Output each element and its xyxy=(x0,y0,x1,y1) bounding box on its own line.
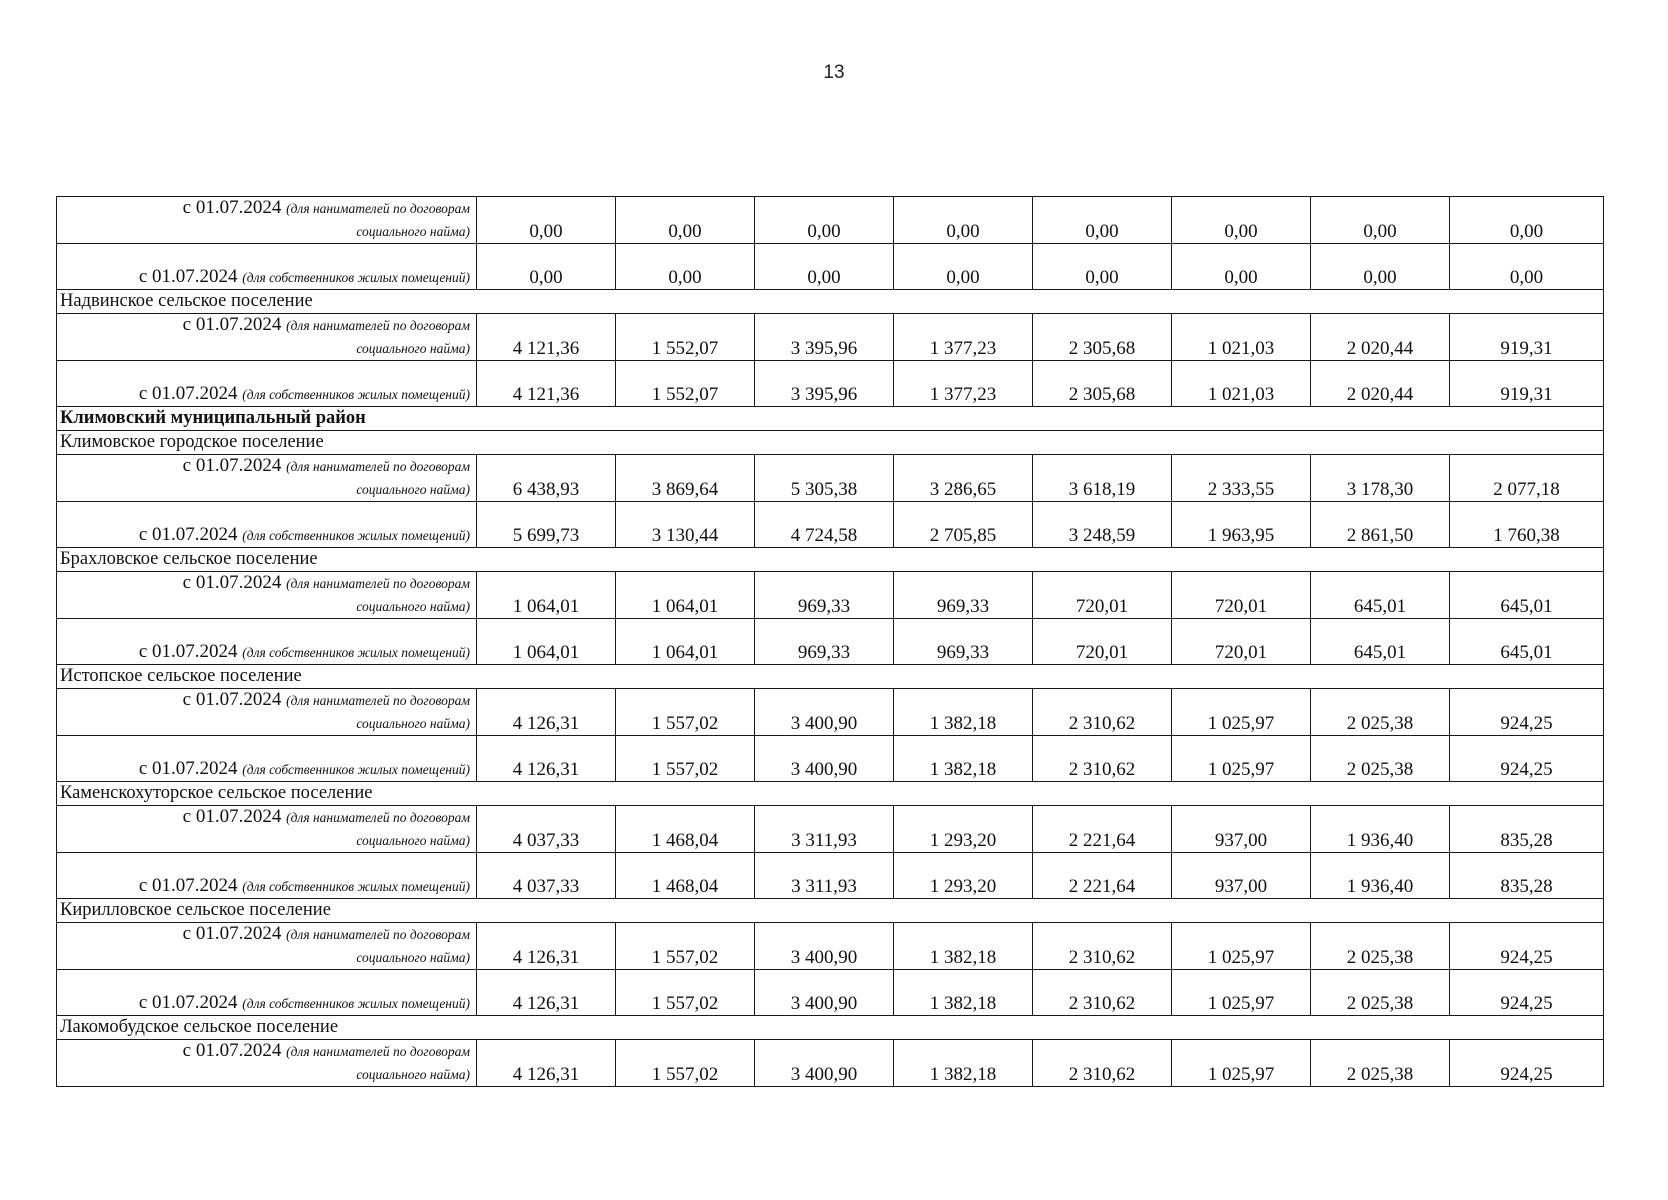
tariff-value-cell: 2 025,38 xyxy=(1311,736,1450,782)
tariff-value-cell: 3 400,90 xyxy=(755,736,894,782)
row-note: (для собственников жилых помещений) xyxy=(242,270,470,285)
tariff-value-cell: 0,00 xyxy=(1172,244,1311,290)
tenants-tariff-row xyxy=(57,1040,1604,1087)
owners-tariff-row xyxy=(57,853,1604,899)
tariff-value-cell: 1 293,20 xyxy=(894,806,1033,853)
tariff-value-cell: 1 557,02 xyxy=(616,1040,755,1087)
tariff-value-cell: 0,00 xyxy=(894,197,1033,244)
row-note: (для нанимателей по договорам xyxy=(286,927,470,942)
row-label xyxy=(57,806,477,853)
row-date: с 01.07.2024 xyxy=(138,641,238,662)
settlement-name: Кирилловское сельское поселение xyxy=(57,899,1604,923)
tenants-tariff-row xyxy=(57,314,1604,361)
row-label xyxy=(57,502,477,548)
tariff-value-cell: 3 311,93 xyxy=(755,806,894,853)
tariff-value-cell: 1 025,97 xyxy=(1172,689,1311,736)
tariff-value-cell: 1 557,02 xyxy=(616,923,755,970)
tariff-value-cell: 0,00 xyxy=(1172,197,1311,244)
tariff-value-cell: 3 286,65 xyxy=(894,455,1033,502)
tenants-tariff-row xyxy=(57,923,1604,970)
tariff-value-cell: 4 121,36 xyxy=(477,314,616,361)
tariff-value-cell: 2 310,62 xyxy=(1033,923,1172,970)
row-label xyxy=(57,244,477,290)
tariff-value-cell: 919,31 xyxy=(1450,314,1604,361)
row-note: (для собственников жилых помещений) xyxy=(242,996,470,1011)
tariff-value-cell: 0,00 xyxy=(1311,244,1450,290)
owners-tariff-row xyxy=(57,244,1604,290)
tariff-value-cell: 835,28 xyxy=(1450,806,1604,853)
district-name: Климовский муниципальный район xyxy=(57,407,1604,431)
row-date: с 01.07.2024 xyxy=(182,1040,282,1061)
tariff-value-cell: 1 760,38 xyxy=(1450,502,1604,548)
tariff-value-cell: 3 400,90 xyxy=(755,970,894,1016)
tariff-value-cell: 1 021,03 xyxy=(1172,314,1311,361)
tariff-value-cell: 2 025,38 xyxy=(1311,923,1450,970)
tariff-value-cell: 2 020,44 xyxy=(1311,361,1450,407)
tariff-value-cell: 1 963,95 xyxy=(1172,502,1311,548)
settlement-header-row xyxy=(57,548,1604,572)
tariff-value-cell: 720,01 xyxy=(1172,572,1311,619)
row-note: (для нанимателей по договорам xyxy=(286,810,470,825)
tariff-value-cell: 924,25 xyxy=(1450,970,1604,1016)
row-note: (для собственников жилых помещений) xyxy=(242,387,470,402)
tariff-value-cell: 2 221,64 xyxy=(1033,853,1172,899)
tariff-value-cell: 0,00 xyxy=(894,244,1033,290)
row-date: с 01.07.2024 xyxy=(138,758,238,779)
tariff-value-cell: 1 025,97 xyxy=(1172,970,1311,1016)
row-note: (для собственников жилых помещений) xyxy=(242,762,470,777)
tariff-value-cell: 1 936,40 xyxy=(1311,853,1450,899)
tariff-value-cell: 3 130,44 xyxy=(616,502,755,548)
tariff-value-cell: 1 382,18 xyxy=(894,970,1033,1016)
tariff-value-cell: 1 293,20 xyxy=(894,853,1033,899)
row-note: социального найма) xyxy=(356,833,470,848)
row-date: с 01.07.2024 xyxy=(182,806,282,827)
tariff-value-cell: 0,00 xyxy=(1033,197,1172,244)
tariff-value-cell: 2 020,44 xyxy=(1311,314,1450,361)
settlement-name: Надвинское сельское поселение xyxy=(57,290,1604,314)
tariff-value-cell: 645,01 xyxy=(1311,619,1450,665)
tariff-value-cell: 0,00 xyxy=(755,197,894,244)
settlement-name: Лакомобудское сельское поселение xyxy=(57,1016,1604,1040)
tariff-value-cell: 2 025,38 xyxy=(1311,970,1450,1016)
row-label xyxy=(57,689,477,736)
tariff-value-cell: 0,00 xyxy=(1033,244,1172,290)
settlement-name: Климовское городское поселение xyxy=(57,431,1604,455)
row-date: с 01.07.2024 xyxy=(182,689,282,710)
row-label xyxy=(57,197,477,244)
row-note: (для нанимателей по договорам xyxy=(286,576,470,591)
row-note: социального найма) xyxy=(356,716,470,731)
tariff-value-cell: 1 382,18 xyxy=(894,736,1033,782)
settlement-header-row xyxy=(57,782,1604,806)
tariff-value-cell: 1 021,03 xyxy=(1172,361,1311,407)
row-date: с 01.07.2024 xyxy=(138,992,238,1013)
row-note: (для собственников жилых помещений) xyxy=(242,645,470,660)
tariff-value-cell: 2 305,68 xyxy=(1033,361,1172,407)
tariff-value-cell: 0,00 xyxy=(477,244,616,290)
settlement-name: Брахловское сельское поселение xyxy=(57,548,1604,572)
tariff-value-cell: 1 468,04 xyxy=(616,853,755,899)
tariff-value-cell: 2 310,62 xyxy=(1033,1040,1172,1087)
tariff-value-cell: 4 037,33 xyxy=(477,853,616,899)
row-note: (для собственников жилых помещений) xyxy=(242,528,470,543)
tariff-value-cell: 0,00 xyxy=(616,244,755,290)
tariff-value-cell: 3 400,90 xyxy=(755,689,894,736)
tariff-value-cell: 937,00 xyxy=(1172,853,1311,899)
row-note: социального найма) xyxy=(356,224,470,239)
district-header-row xyxy=(57,407,1604,431)
tariff-value-cell: 1 382,18 xyxy=(894,923,1033,970)
tariff-value-cell: 924,25 xyxy=(1450,1040,1604,1087)
row-date: с 01.07.2024 xyxy=(138,524,238,545)
tariff-value-cell: 919,31 xyxy=(1450,361,1604,407)
tariff-value-cell: 1 377,23 xyxy=(894,361,1033,407)
row-label xyxy=(57,923,477,970)
tariff-value-cell: 3 248,59 xyxy=(1033,502,1172,548)
tariff-value-cell: 3 395,96 xyxy=(755,361,894,407)
tariff-value-cell: 969,33 xyxy=(894,572,1033,619)
tariff-value-cell: 3 618,19 xyxy=(1033,455,1172,502)
tariff-value-cell: 2 310,62 xyxy=(1033,736,1172,782)
tariff-value-cell: 2 077,18 xyxy=(1450,455,1604,502)
page-number: 13 xyxy=(823,62,845,83)
tariff-value-cell: 1 557,02 xyxy=(616,736,755,782)
settlement-header-row xyxy=(57,899,1604,923)
tariff-value-cell: 937,00 xyxy=(1172,806,1311,853)
row-note: социального найма) xyxy=(356,1067,470,1082)
tariff-value-cell: 2 025,38 xyxy=(1311,1040,1450,1087)
tariff-value-cell: 3 400,90 xyxy=(755,923,894,970)
row-date: с 01.07.2024 xyxy=(182,314,282,335)
row-date: с 01.07.2024 xyxy=(182,923,282,944)
tariff-value-cell: 645,01 xyxy=(1450,572,1604,619)
tariff-value-cell: 0,00 xyxy=(1311,197,1450,244)
row-date: с 01.07.2024 xyxy=(138,875,238,896)
tariff-value-cell: 4 126,31 xyxy=(477,1040,616,1087)
tariff-value-cell: 4 126,31 xyxy=(477,923,616,970)
row-note: (для нанимателей по договорам xyxy=(286,693,470,708)
row-label xyxy=(57,361,477,407)
tenants-tariff-row xyxy=(57,455,1604,502)
owners-tariff-row xyxy=(57,619,1604,665)
settlement-header-row xyxy=(57,665,1604,689)
row-note: (для собственников жилых помещений) xyxy=(242,879,470,894)
tariff-value-cell: 720,01 xyxy=(1172,619,1311,665)
tariff-value-cell: 645,01 xyxy=(1311,572,1450,619)
tariff-value-cell: 3 311,93 xyxy=(755,853,894,899)
row-note: социального найма) xyxy=(356,950,470,965)
tariff-value-cell: 1 064,01 xyxy=(616,619,755,665)
tariff-value-cell: 720,01 xyxy=(1033,619,1172,665)
tariff-value-cell: 969,33 xyxy=(755,619,894,665)
row-date: с 01.07.2024 xyxy=(182,572,282,593)
tariff-value-cell: 2 333,55 xyxy=(1172,455,1311,502)
row-note: социального найма) xyxy=(356,599,470,614)
row-date: с 01.07.2024 xyxy=(138,383,238,404)
tariff-value-cell: 1 025,97 xyxy=(1172,1040,1311,1087)
settlement-header-row xyxy=(57,290,1604,314)
tariff-value-cell: 2 305,68 xyxy=(1033,314,1172,361)
tariff-value-cell: 4 126,31 xyxy=(477,736,616,782)
tariff-value-cell: 1 064,01 xyxy=(477,619,616,665)
tariff-value-cell: 1 557,02 xyxy=(616,689,755,736)
tariff-value-cell: 5 699,73 xyxy=(477,502,616,548)
tariff-table xyxy=(56,196,1604,1087)
row-date: с 01.07.2024 xyxy=(138,266,238,287)
row-date: с 01.07.2024 xyxy=(182,197,282,218)
row-note: социального найма) xyxy=(356,341,470,356)
tariff-value-cell: 0,00 xyxy=(616,197,755,244)
tariff-value-cell: 645,01 xyxy=(1450,619,1604,665)
tariff-value-cell: 3 395,96 xyxy=(755,314,894,361)
tariff-value-cell: 2 025,38 xyxy=(1311,689,1450,736)
owners-tariff-row xyxy=(57,361,1604,407)
tariff-value-cell: 2 221,64 xyxy=(1033,806,1172,853)
tariff-value-cell: 2 310,62 xyxy=(1033,970,1172,1016)
tariff-value-cell: 720,01 xyxy=(1033,572,1172,619)
tariff-value-cell: 5 305,38 xyxy=(755,455,894,502)
tariff-value-cell: 3 869,64 xyxy=(616,455,755,502)
row-label xyxy=(57,455,477,502)
tariff-value-cell: 0,00 xyxy=(1450,197,1604,244)
tariff-value-cell: 1 936,40 xyxy=(1311,806,1450,853)
owners-tariff-row xyxy=(57,502,1604,548)
tariff-value-cell: 3 178,30 xyxy=(1311,455,1450,502)
tariff-value-cell: 4 126,31 xyxy=(477,689,616,736)
tariff-value-cell: 1 064,01 xyxy=(477,572,616,619)
row-label xyxy=(57,572,477,619)
tariff-value-cell: 0,00 xyxy=(477,197,616,244)
tenants-tariff-row xyxy=(57,197,1604,244)
tariff-value-cell: 4 724,58 xyxy=(755,502,894,548)
tariff-value-cell: 969,33 xyxy=(894,619,1033,665)
tariff-value-cell: 1 382,18 xyxy=(894,1040,1033,1087)
tariff-value-cell: 1 557,02 xyxy=(616,970,755,1016)
owners-tariff-row xyxy=(57,736,1604,782)
row-label xyxy=(57,1040,477,1087)
tariff-value-cell: 1 025,97 xyxy=(1172,923,1311,970)
tariff-value-cell: 2 861,50 xyxy=(1311,502,1450,548)
tariff-value-cell: 4 121,36 xyxy=(477,361,616,407)
row-note: социального найма) xyxy=(356,482,470,497)
tenants-tariff-row xyxy=(57,689,1604,736)
tariff-value-cell: 3 400,90 xyxy=(755,1040,894,1087)
row-label xyxy=(57,970,477,1016)
tariff-value-cell: 0,00 xyxy=(755,244,894,290)
tariff-table-body xyxy=(57,197,1604,1087)
row-label xyxy=(57,314,477,361)
settlement-name: Истопское сельское поселение xyxy=(57,665,1604,689)
row-label xyxy=(57,619,477,665)
tariff-value-cell: 1 064,01 xyxy=(616,572,755,619)
tariff-value-cell: 4 126,31 xyxy=(477,970,616,1016)
tariff-value-cell: 924,25 xyxy=(1450,923,1604,970)
row-note: (для нанимателей по договорам xyxy=(286,459,470,474)
tariff-value-cell: 2 705,85 xyxy=(894,502,1033,548)
row-note: (для нанимателей по договорам xyxy=(286,1044,470,1059)
owners-tariff-row xyxy=(57,970,1604,1016)
tenants-tariff-row xyxy=(57,572,1604,619)
tariff-value-cell: 2 310,62 xyxy=(1033,689,1172,736)
settlement-header-row xyxy=(57,431,1604,455)
tariff-value-cell: 0,00 xyxy=(1450,244,1604,290)
row-note: (для нанимателей по договорам xyxy=(286,318,470,333)
tariff-value-cell: 1 552,07 xyxy=(616,361,755,407)
tenants-tariff-row xyxy=(57,806,1604,853)
settlement-name: Каменскохуторское сельское поселение xyxy=(57,782,1604,806)
tariff-value-cell: 1 382,18 xyxy=(894,689,1033,736)
tariff-value-cell: 1 552,07 xyxy=(616,314,755,361)
tariff-value-cell: 924,25 xyxy=(1450,689,1604,736)
tariff-value-cell: 1 468,04 xyxy=(616,806,755,853)
row-note: (для нанимателей по договорам xyxy=(286,201,470,216)
row-label xyxy=(57,736,477,782)
tariff-value-cell: 4 037,33 xyxy=(477,806,616,853)
tariff-value-cell: 924,25 xyxy=(1450,736,1604,782)
settlement-header-row xyxy=(57,1016,1604,1040)
tariff-value-cell: 835,28 xyxy=(1450,853,1604,899)
row-date: с 01.07.2024 xyxy=(182,455,282,476)
tariff-value-cell: 1 377,23 xyxy=(894,314,1033,361)
tariff-value-cell: 6 438,93 xyxy=(477,455,616,502)
tariff-value-cell: 969,33 xyxy=(755,572,894,619)
row-label xyxy=(57,853,477,899)
tariff-value-cell: 1 025,97 xyxy=(1172,736,1311,782)
